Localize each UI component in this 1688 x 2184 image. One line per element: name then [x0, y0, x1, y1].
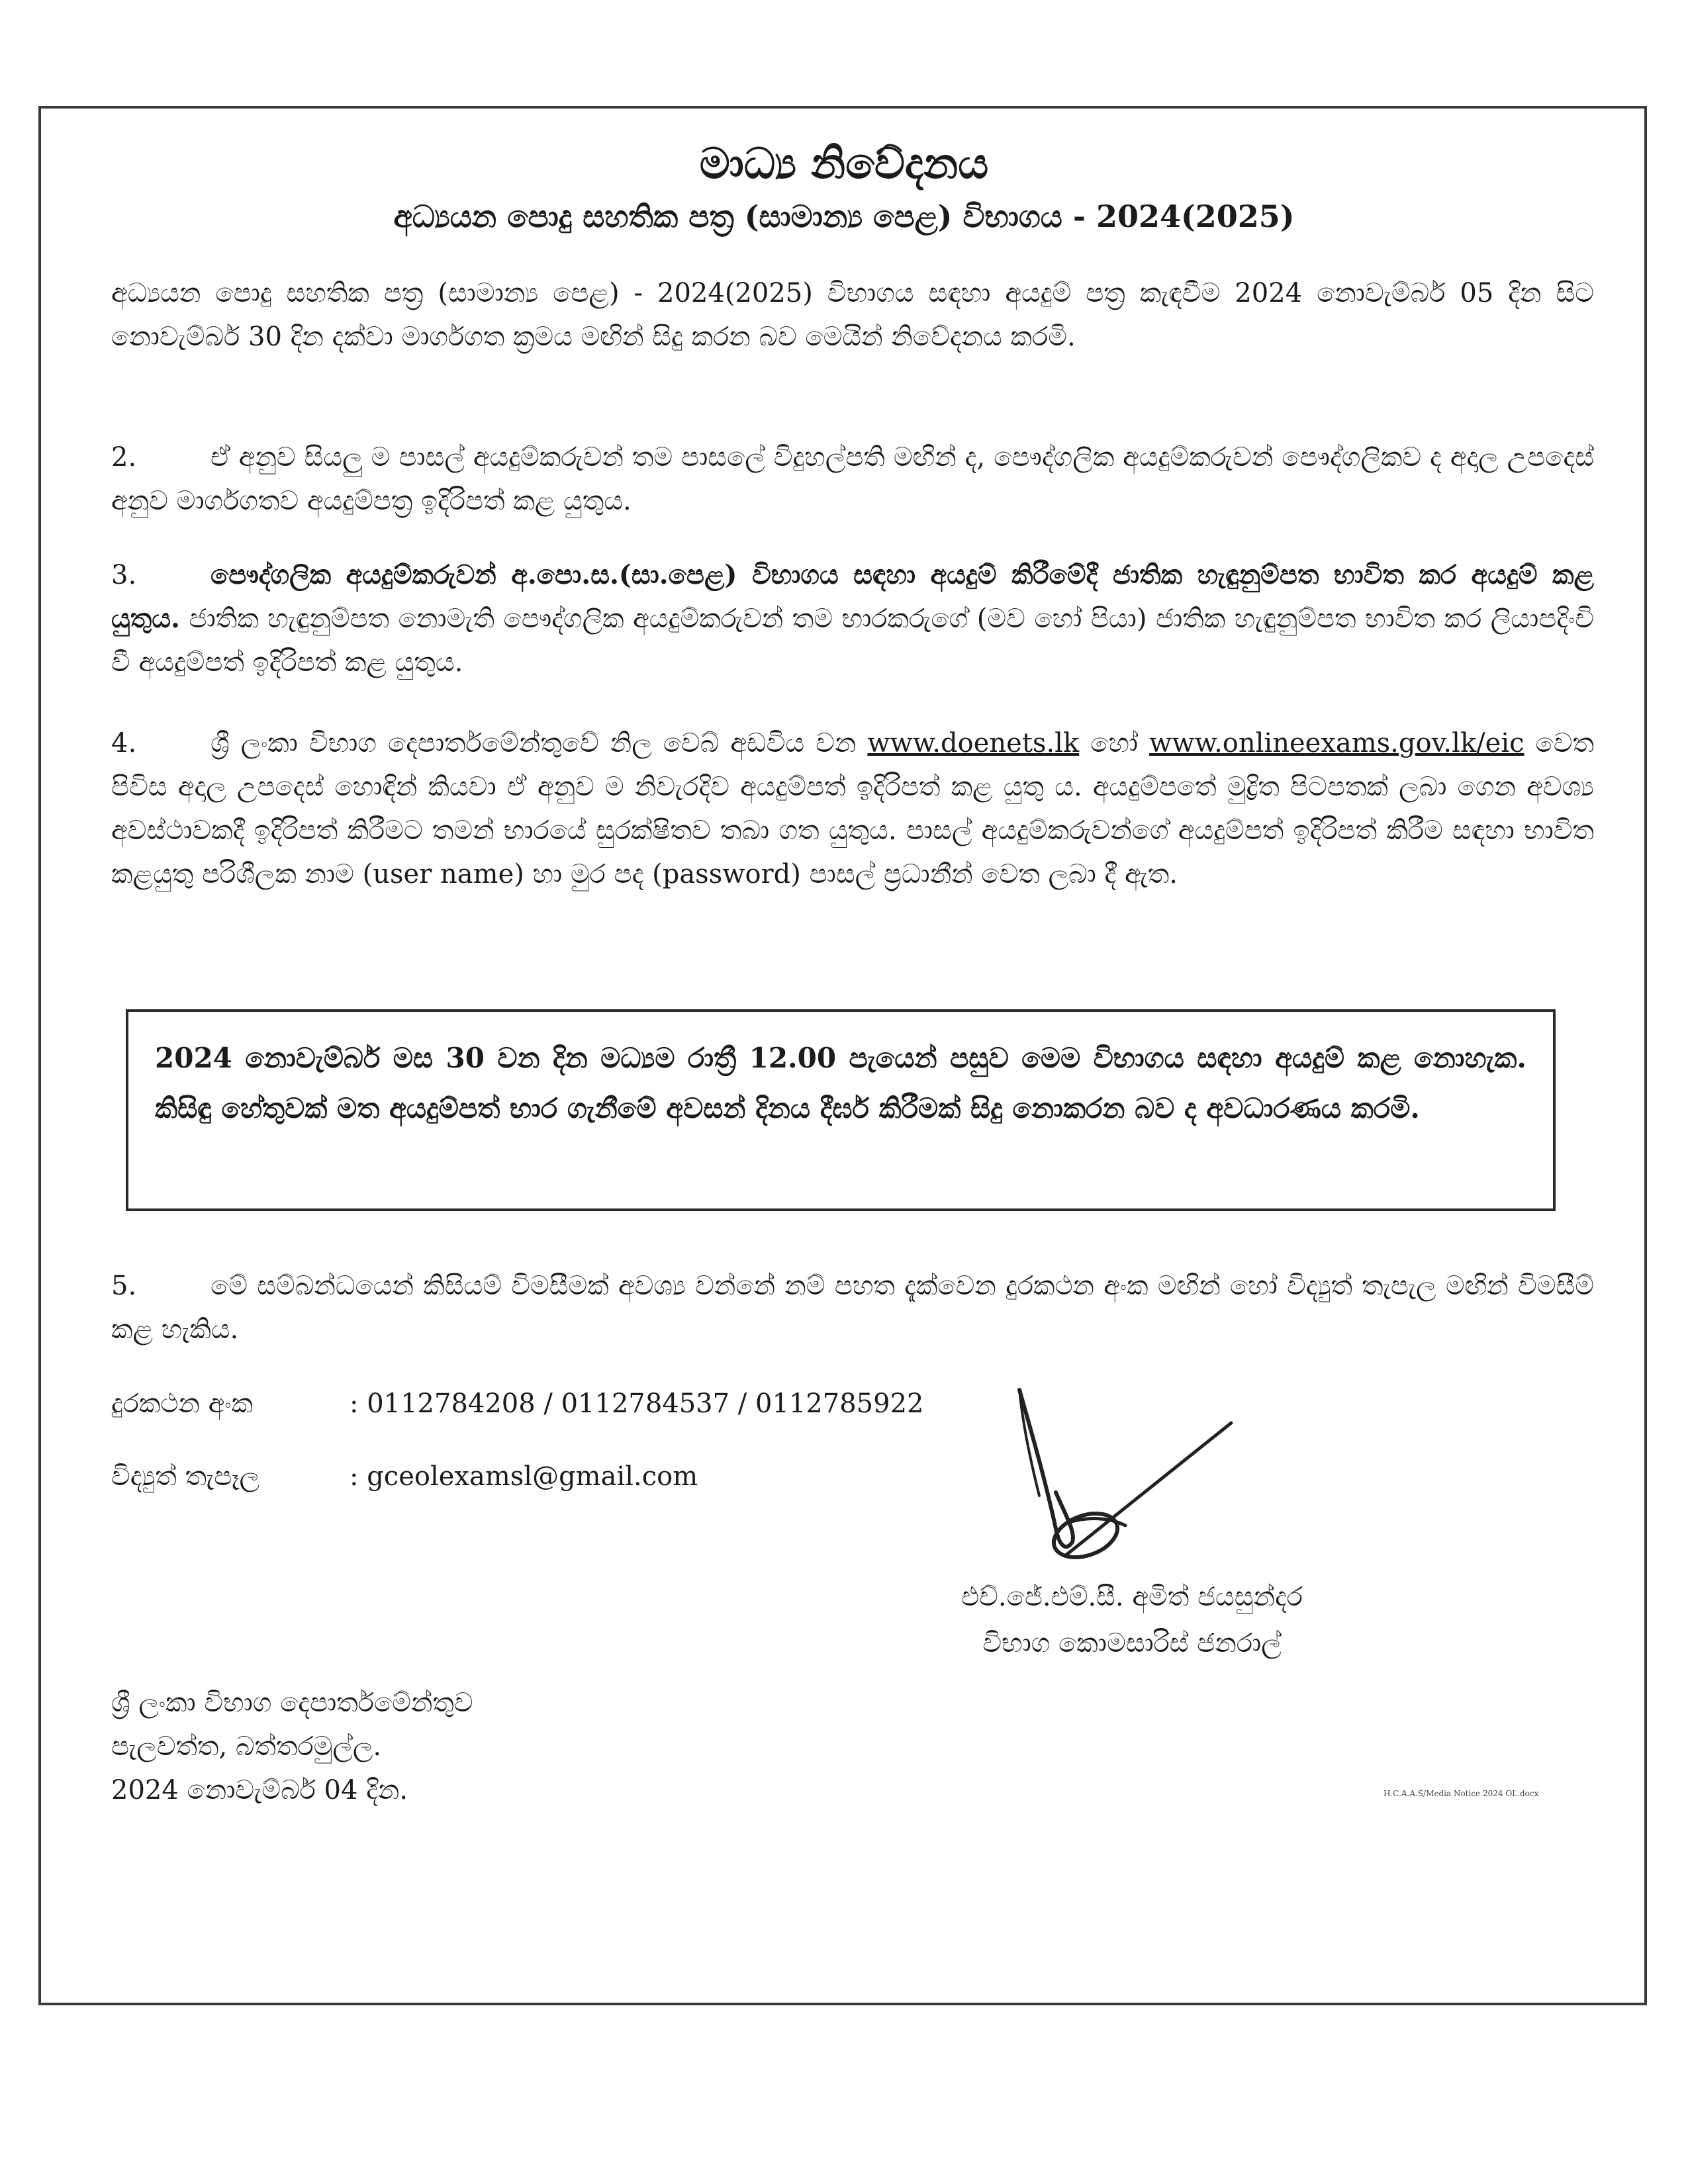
paragraph-5-number: 5. [111, 1271, 137, 1301]
phone-numbers: : 0112784208 / 0112784537 / 0112785922 [350, 1388, 924, 1419]
phone-row [111, 1388, 923, 1419]
page-subtitle: අධ්‍යයන පොදු සහතික පත්‍ර (සාමාන්‍ය පෙළ) විභාගය - 2024(2025) [393, 199, 1295, 234]
footer-location: පැලවත්ත, බත්තරමුල්ල. [111, 1731, 382, 1762]
paragraph-2-text: ඒ අනුව සියලු ම පාසල් අයදුම්කරුවන් තම පාසලේ විදුහල්පති මඟින් ද, පෞද්ගලික අයදුම්කරුවන් පෞද්ගලිකව ද අදාල උපදෙස් අනුව මාර්ගගතව අයදුම්පත්‍ර ඉදිරිපත් කළ යුතුය. [111, 442, 1594, 516]
doenets-link[interactable]: www.doenets.lk [867, 728, 1080, 758]
signer-title: විභාග කොමසාරිස් ජනරාල් [982, 1628, 1282, 1659]
paragraph-3-text: ජාතික හැඳුනුම්පත නොමැති පෞද්ගලික අයදුම්කරුවන් තම භාරකරුගේ (මව හෝ පියා) ජාතික හැඳුනුම්පත භාවිත කර ලියාපදිංචි වී අයදුම්පත් ඉදිරිපත් කළ යුතුය. [111, 604, 1594, 678]
page-title: මාධ්‍ය නිවේදනය [699, 139, 989, 189]
signature-image [993, 1377, 1258, 1575]
email-row [111, 1461, 698, 1492]
paragraph-1: අධ්‍යයන පොදු සහතික පත්‍ර (සාමාන්‍ය පෙළ) - 2024(2025) විභාගය සඳහා අයදුම් පත්‍ර කැඳවීම 2024 නොවැම්බර් 05 දින සිට නොවැම්බර් 30 දින දක්වා මාර්ගගත ක්‍රමය මඟින් සිදු කරන බව මෙයින් නිවේදනය කරමි. [111, 278, 1594, 352]
paragraph-2-number: 2. [111, 442, 137, 473]
onlineexams-link[interactable]: www.onlineexams.gov.lk/eic [1149, 728, 1524, 758]
paragraph-3-bold-text: පෞද්ගලික අයදුම්කරුවන් අ.පො.ස.(සා.පෙළ) විභාගය සඳහා අයදුම් කිරීමේදී ජාතික හැඳුනුම්පත භාවිත කර අයදුම් කළ යුතුය. [111, 559, 1594, 634]
paragraph-4 [111, 721, 1594, 896]
phone-label: දුරකථන අංක [111, 1388, 253, 1419]
paragraph-3 [111, 553, 1594, 684]
paragraph-4-text-b: හෝ [1090, 728, 1139, 758]
footer-address [111, 1681, 473, 1812]
paragraph-3-number: 3. [111, 560, 137, 590]
paragraph-5-text: මේ සම්බන්ධයෙන් කිසියම් විමසීමක් අවශ්‍ය වන්නේ නම් පහත දැක්වෙන දුරකථන අංක මඟින් හෝ විද්‍යුත් තැපැල මඟින් විමසීම් කළ හැකිය. [111, 1271, 1594, 1345]
deadline-notice-box [126, 1009, 1556, 1211]
paragraph-4-text-a: ශ්‍රී ලංකා විභාග දෙපාර්තමේන්තුවේ නිල වෙබ් අඩවිය වන [211, 728, 857, 758]
email-label: විද්‍යුත් තැපෑල [111, 1461, 259, 1492]
paragraph-5 [111, 1264, 1594, 1351]
paragraph-4-text-c: වෙත පිවිස අදාල උපදෙස් හොඳින් කියවා ඒ අනුව ම නිවැරදිව අයදුම්පත් ඉදිරිපත් කළ යුතු ය. අයදුම්පතේ මුද්‍රිත පිටපතක් ලබා ගෙන අවශ්‍ය අවස්ථාවකදී ඉදිරිපත් කිරීමට තමන් භාරයේ සුරක්ෂිතව තබා ගත යුතුය. පාසල් අයදුම්කරුවන්ගේ අයදුම්පත් ඉදිරිපත් කිරීම සඳහා භාවිත කළයුතු පරිශීලක නාම (user name) හා මුර පද (password) පාසල් ප්‍රධානීන් වෙත ලබා දී ඇත. [111, 728, 1595, 889]
paragraph-2 [111, 435, 1594, 523]
email-address[interactable]: : gceolexamsl@gmail.com [350, 1461, 698, 1492]
footer-date: 2024 නොවැම්බර් 04 දින. [111, 1775, 408, 1805]
deadline-notice-text: 2024 නොවැම්බර් මස 30 වන දින මධ්‍යම රාත්‍රී 12.00 පැයෙන් පසුව මෙම විභාගය සඳහා අයදුම් කළ නොහැක. කිසිඳු හේතුවක් මත අයදුම්පත් භාර ගැනීමේ අවසන් දිනය දීර්ඝ කිරීමක් සිදු නොකරන බව ද අවධාරණය කරමි. [155, 1042, 1526, 1124]
footer-department: ශ්‍රී ලංකා විභාග දෙපාර්තමේන්තුව [111, 1688, 473, 1718]
paragraph-4-number: 4. [111, 728, 137, 758]
file-reference: H.C.A.A.S/Media Notice 2024 OL.docx [1383, 1789, 1539, 1798]
signer-name: එච්.ජේ.එම්.සී. අමිත් ජයසුන්දර [961, 1582, 1303, 1612]
